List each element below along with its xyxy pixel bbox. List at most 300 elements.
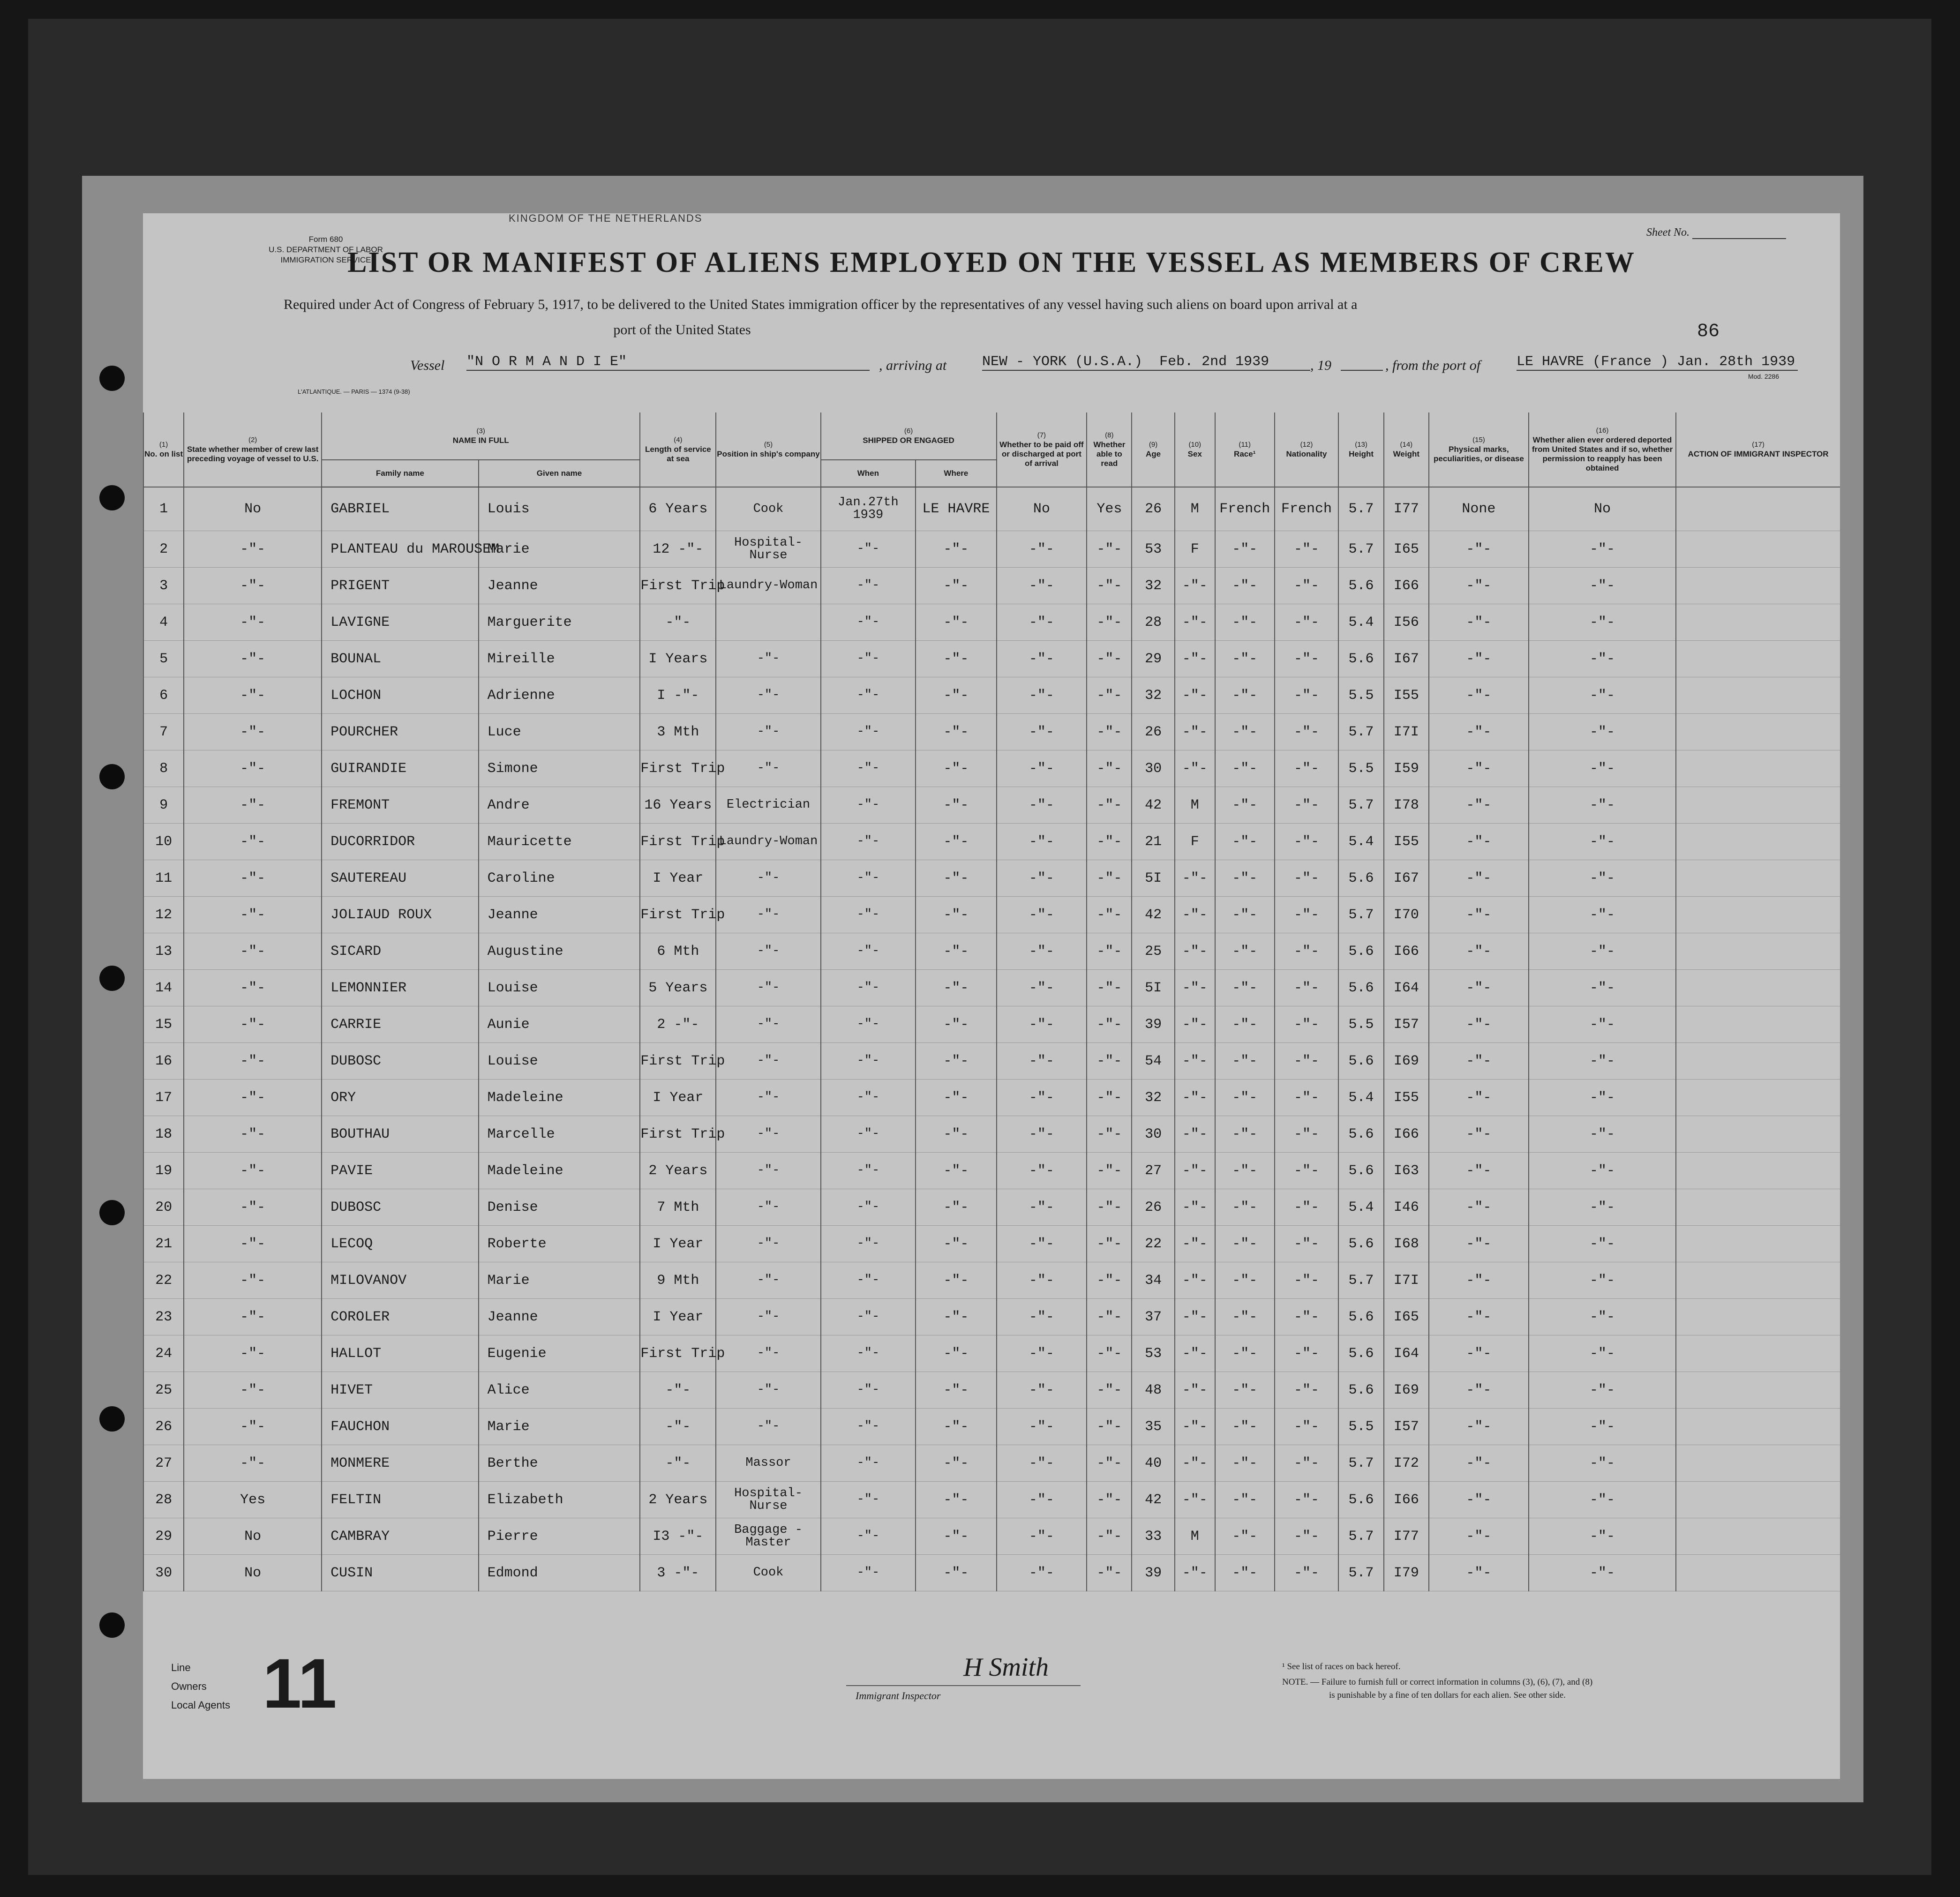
- cell-height: 5.6: [1338, 1116, 1383, 1153]
- cell-sex: F: [1175, 824, 1215, 860]
- cell-paid: -"-: [997, 1518, 1087, 1555]
- cell-nat: -"-: [1275, 1335, 1339, 1372]
- cell-deported: -"-: [1529, 531, 1676, 568]
- cell-race: -"-: [1215, 1299, 1275, 1335]
- cell-race: -"-: [1215, 1080, 1275, 1116]
- race-note: ¹ See list of races on back hereof.: [1282, 1662, 1401, 1672]
- cell-nat: -"-: [1275, 750, 1339, 787]
- cell-race: -"-: [1215, 824, 1275, 860]
- cell-read: -"-: [1087, 641, 1132, 677]
- cell-service: -"-: [640, 1445, 716, 1482]
- cell-prev: -"-: [184, 1189, 322, 1226]
- cell-service: 2 Years: [640, 1153, 716, 1189]
- cell-race: -"-: [1215, 568, 1275, 604]
- cell-race: -"-: [1215, 1445, 1275, 1482]
- cell-deported: -"-: [1529, 750, 1676, 787]
- cell-where: -"-: [916, 641, 996, 677]
- cell-race: -"-: [1215, 787, 1275, 824]
- cell-no: 11: [143, 860, 184, 897]
- cell-service: 3 -"-: [640, 1555, 716, 1591]
- table-row: [143, 1299, 1840, 1335]
- cell-height: 5.6: [1338, 970, 1383, 1006]
- inspector-signature: H Smith: [963, 1653, 1049, 1682]
- cell-no: 6: [143, 677, 184, 714]
- cell-paid: -"-: [997, 1335, 1087, 1372]
- cell-action: [1676, 1080, 1840, 1116]
- sheet-number: Sheet No.: [1646, 226, 1786, 239]
- cell-prev: -"-: [184, 1006, 322, 1043]
- table-row: [143, 714, 1840, 750]
- cell-age: 32: [1132, 677, 1174, 714]
- cell-action: [1676, 1335, 1840, 1372]
- cell-height: 5.6: [1338, 1372, 1383, 1409]
- cell-read: -"-: [1087, 1518, 1132, 1555]
- cell-weight: I66: [1384, 933, 1429, 970]
- cell-sex: -"-: [1175, 1372, 1215, 1409]
- table-row: [143, 824, 1840, 860]
- cell-action: [1676, 1226, 1840, 1262]
- table-row: [143, 1335, 1840, 1372]
- cell-weight: I78: [1384, 787, 1429, 824]
- cell-prev: -"-: [184, 714, 322, 750]
- cell-height: 5.6: [1338, 1482, 1383, 1518]
- cell-paid: -"-: [997, 1372, 1087, 1409]
- cell-when: -"-: [821, 1555, 916, 1591]
- cell-race: -"-: [1215, 1409, 1275, 1445]
- cell-family: SICARD: [322, 933, 479, 970]
- cell-no: 3: [143, 568, 184, 604]
- cell-where: -"-: [916, 677, 996, 714]
- cell-given: Elizabeth: [479, 1482, 640, 1518]
- cell-height: 5.6: [1338, 860, 1383, 897]
- local-agents-label: Local Agents: [171, 1699, 230, 1711]
- cell-no: 10: [143, 824, 184, 860]
- kingdom-stamp: KINGDOM OF THE NETHERLANDS: [509, 212, 703, 224]
- cell-nat: -"-: [1275, 1226, 1339, 1262]
- table-row: [143, 568, 1840, 604]
- cell-when: -"-: [821, 860, 916, 897]
- cell-weight: I55: [1384, 824, 1429, 860]
- cell-given: Mauricette: [479, 824, 640, 860]
- cell-family: CARRIE: [322, 1006, 479, 1043]
- cell-sex: -"-: [1175, 1116, 1215, 1153]
- cell-position: Cook: [716, 1555, 820, 1591]
- cell-given: Augustine: [479, 933, 640, 970]
- arrival-port-date: NEW - YORK (U.S.A.) Feb. 2nd 1939: [982, 354, 1310, 371]
- cell-service: I Year: [640, 1299, 716, 1335]
- cell-where: -"-: [916, 824, 996, 860]
- owners-label: Owners: [171, 1680, 207, 1692]
- cell-marks: -"-: [1429, 1445, 1529, 1482]
- cell-height: 5.7: [1338, 531, 1383, 568]
- table-row: [143, 1080, 1840, 1116]
- cell-weight: I66: [1384, 568, 1429, 604]
- cell-age: 29: [1132, 641, 1174, 677]
- cell-paid: -"-: [997, 1153, 1087, 1189]
- cell-nat: -"-: [1275, 787, 1339, 824]
- cell-prev: -"-: [184, 1299, 322, 1335]
- cell-height: 5.4: [1338, 604, 1383, 641]
- col-service-header: (4) Length of service at sea: [640, 412, 716, 487]
- cell-no: 24: [143, 1335, 184, 1372]
- col-sex-header: (10) Sex: [1175, 412, 1215, 487]
- cell-height: 5.6: [1338, 933, 1383, 970]
- cell-service: First Trip: [640, 897, 716, 933]
- cell-race: -"-: [1215, 1189, 1275, 1226]
- cell-when: -"-: [821, 1043, 916, 1080]
- cell-no: 21: [143, 1226, 184, 1262]
- cell-marks: -"-: [1429, 1299, 1529, 1335]
- cell-height: 5.4: [1338, 1080, 1383, 1116]
- cell-marks: -"-: [1429, 1116, 1529, 1153]
- cell-read: -"-: [1087, 1006, 1132, 1043]
- cell-where: -"-: [916, 1189, 996, 1226]
- cell-race: -"-: [1215, 1043, 1275, 1080]
- cell-deported: -"-: [1529, 641, 1676, 677]
- cell-given: Edmond: [479, 1555, 640, 1591]
- cell-prev: -"-: [184, 1153, 322, 1189]
- cell-paid: No: [997, 487, 1087, 531]
- cell-sex: -"-: [1175, 750, 1215, 787]
- cell-sex: -"-: [1175, 604, 1215, 641]
- cell-family: DUBOSC: [322, 1043, 479, 1080]
- cell-position: -"-: [716, 1262, 820, 1299]
- manifest-page: [143, 213, 1840, 1779]
- cell-sex: -"-: [1175, 1006, 1215, 1043]
- cell-where: -"-: [916, 750, 996, 787]
- cell-paid: -"-: [997, 750, 1087, 787]
- binder-hole: [99, 366, 125, 391]
- cell-prev: -"-: [184, 1043, 322, 1080]
- col-deported-header: (16) Whether alien ever ordered deported from United States and if so, whether permission to reapply has been obtained: [1529, 412, 1676, 487]
- cell-service: I Year: [640, 860, 716, 897]
- cell-prev: -"-: [184, 1262, 322, 1299]
- col-position-header: (5) Position in ship's company: [716, 412, 820, 487]
- cell-race: -"-: [1215, 1555, 1275, 1591]
- cell-nat: -"-: [1275, 970, 1339, 1006]
- cell-sex: -"-: [1175, 1153, 1215, 1189]
- cell-read: -"-: [1087, 1372, 1132, 1409]
- cell-paid: -"-: [997, 1043, 1087, 1080]
- cell-sex: F: [1175, 531, 1215, 568]
- cell-nat: -"-: [1275, 1043, 1339, 1080]
- cell-when: -"-: [821, 531, 916, 568]
- cell-action: [1676, 970, 1840, 1006]
- page-number: 86: [1697, 321, 1720, 342]
- cell-nat: -"-: [1275, 933, 1339, 970]
- cell-age: 33: [1132, 1518, 1174, 1555]
- cell-age: 42: [1132, 897, 1174, 933]
- cell-marks: -"-: [1429, 970, 1529, 1006]
- cell-weight: I7I: [1384, 714, 1429, 750]
- cell-read: -"-: [1087, 1482, 1132, 1518]
- table-row: [143, 1482, 1840, 1518]
- cell-paid: -"-: [997, 677, 1087, 714]
- table-row: [143, 1409, 1840, 1445]
- cell-given: Adrienne: [479, 677, 640, 714]
- cell-when: -"-: [821, 787, 916, 824]
- cell-given: Marie: [479, 531, 640, 568]
- cell-weight: I66: [1384, 1482, 1429, 1518]
- cell-position: -"-: [716, 933, 820, 970]
- service-name: IMMIGRATION SERVICE: [280, 255, 371, 264]
- cell-no: 23: [143, 1299, 184, 1335]
- document-title: LIST OR MANIFEST OF ALIENS EMPLOYED ON THE VESSEL AS MEMBERS OF CREW: [347, 247, 1636, 278]
- cell-given: Mireille: [479, 641, 640, 677]
- cell-age: 35: [1132, 1409, 1174, 1445]
- cell-age: 30: [1132, 1116, 1174, 1153]
- cell-service: 7 Mth: [640, 1189, 716, 1226]
- col-prev-voyage-header: (2) State whether member of crew last preceding voyage of vessel to U.S.: [184, 412, 322, 487]
- cell-weight: I67: [1384, 860, 1429, 897]
- cell-weight: I46: [1384, 1189, 1429, 1226]
- cell-given: Marguerite: [479, 604, 640, 641]
- cell-no: 14: [143, 970, 184, 1006]
- table-row: [143, 970, 1840, 1006]
- cell-when: -"-: [821, 750, 916, 787]
- cell-service: 16 Years: [640, 787, 716, 824]
- cell-action: [1676, 824, 1840, 860]
- cell-position: Baggage - Master: [716, 1518, 820, 1555]
- cell-paid: -"-: [997, 1445, 1087, 1482]
- cell-sex: -"-: [1175, 677, 1215, 714]
- cell-marks: -"-: [1429, 860, 1529, 897]
- cell-position: -"-: [716, 1372, 820, 1409]
- cell-when: -"-: [821, 933, 916, 970]
- cell-where: -"-: [916, 1006, 996, 1043]
- cell-where: -"-: [916, 604, 996, 641]
- cell-weight: I7I: [1384, 1262, 1429, 1299]
- cell-marks: -"-: [1429, 1189, 1529, 1226]
- cell-action: [1676, 860, 1840, 897]
- cell-no: 12: [143, 897, 184, 933]
- cell-nat: -"-: [1275, 531, 1339, 568]
- table-row: [143, 604, 1840, 641]
- cell-given: Andre: [479, 787, 640, 824]
- cell-family: CUSIN: [322, 1555, 479, 1591]
- cell-position: -"-: [716, 897, 820, 933]
- cell-service: First Trip: [640, 568, 716, 604]
- cell-read: -"-: [1087, 970, 1132, 1006]
- cell-action: [1676, 604, 1840, 641]
- cell-race: -"-: [1215, 1226, 1275, 1262]
- cell-deported: -"-: [1529, 1372, 1676, 1409]
- cell-position: -"-: [716, 714, 820, 750]
- cell-sex: M: [1175, 487, 1215, 531]
- cell-marks: -"-: [1429, 604, 1529, 641]
- cell-no: 16: [143, 1043, 184, 1080]
- cell-age: 26: [1132, 487, 1174, 531]
- cell-age: 32: [1132, 568, 1174, 604]
- binder-hole: [99, 1406, 125, 1432]
- cell-race: French: [1215, 487, 1275, 531]
- cell-family: POURCHER: [322, 714, 479, 750]
- cell-read: -"-: [1087, 1262, 1132, 1299]
- cell-deported: -"-: [1529, 1262, 1676, 1299]
- cell-given: Denise: [479, 1189, 640, 1226]
- cell-prev: -"-: [184, 1116, 322, 1153]
- col-age-header: (9) Age: [1132, 412, 1174, 487]
- cell-deported: -"-: [1529, 1226, 1676, 1262]
- cell-deported: -"-: [1529, 677, 1676, 714]
- cell-read: Yes: [1087, 487, 1132, 531]
- cell-age: 42: [1132, 787, 1174, 824]
- cell-read: -"-: [1087, 750, 1132, 787]
- cell-no: 2: [143, 531, 184, 568]
- cell-nat: -"-: [1275, 1116, 1339, 1153]
- table-row: [143, 1518, 1840, 1555]
- cell-paid: -"-: [997, 787, 1087, 824]
- cell-family: GABRIEL: [322, 487, 479, 531]
- cell-given: Eugenie: [479, 1335, 640, 1372]
- table-row: [143, 1189, 1840, 1226]
- table-row: [143, 897, 1840, 933]
- cell-paid: -"-: [997, 1189, 1087, 1226]
- cell-family: FREMONT: [322, 787, 479, 824]
- cell-marks: -"-: [1429, 1080, 1529, 1116]
- cell-race: -"-: [1215, 933, 1275, 970]
- cell-position: -"-: [716, 860, 820, 897]
- cell-given: Jeanne: [479, 568, 640, 604]
- cell-read: -"-: [1087, 1445, 1132, 1482]
- cell-where: -"-: [916, 1445, 996, 1482]
- cell-action: [1676, 1006, 1840, 1043]
- table-row: [143, 1116, 1840, 1153]
- cell-position: -"-: [716, 1080, 820, 1116]
- cell-service: First Trip: [640, 750, 716, 787]
- cell-action: [1676, 1262, 1840, 1299]
- cell-race: -"-: [1215, 714, 1275, 750]
- cell-race: -"-: [1215, 750, 1275, 787]
- cell-where: -"-: [916, 531, 996, 568]
- cell-given: Caroline: [479, 860, 640, 897]
- cell-given: Marie: [479, 1409, 640, 1445]
- cell-action: [1676, 1409, 1840, 1445]
- cell-family: LAVIGNE: [322, 604, 479, 641]
- cell-marks: -"-: [1429, 1006, 1529, 1043]
- cell-no: 27: [143, 1445, 184, 1482]
- cell-position: -"-: [716, 1335, 820, 1372]
- cell-paid: -"-: [997, 1006, 1087, 1043]
- cell-when: -"-: [821, 604, 916, 641]
- cell-no: 15: [143, 1006, 184, 1043]
- cell-family: MILOVANOV: [322, 1262, 479, 1299]
- fine-note: NOTE. — Failure to furnish full or correct information in columns (3), (6), (7), and (8) is punishable by a fine of ten dollars for each alien. See other side.: [1282, 1677, 1593, 1700]
- cell-service: I Year: [640, 1080, 716, 1116]
- col-height-header: (13) Height: [1338, 412, 1383, 487]
- cell-nat: -"-: [1275, 860, 1339, 897]
- table-row: [143, 1006, 1840, 1043]
- cell-position: [716, 604, 820, 641]
- form-number: Form 680: [308, 235, 343, 244]
- cell-where: -"-: [916, 1116, 996, 1153]
- cell-no: 1: [143, 487, 184, 531]
- cell-position: Hospital-Nurse: [716, 531, 820, 568]
- cell-deported: -"-: [1529, 568, 1676, 604]
- cell-service: 6 Mth: [640, 933, 716, 970]
- cell-position: -"-: [716, 1226, 820, 1262]
- cell-race: -"-: [1215, 531, 1275, 568]
- col-family-name-header: Family name: [322, 460, 479, 487]
- cell-paid: -"-: [997, 531, 1087, 568]
- cell-sex: -"-: [1175, 933, 1215, 970]
- cell-sex: -"-: [1175, 1080, 1215, 1116]
- cell-age: 37: [1132, 1299, 1174, 1335]
- cell-marks: -"-: [1429, 531, 1529, 568]
- crew-table: [143, 412, 1840, 1591]
- cell-paid: -"-: [997, 1409, 1087, 1445]
- cell-race: -"-: [1215, 970, 1275, 1006]
- cell-action: [1676, 750, 1840, 787]
- cell-where: -"-: [916, 1482, 996, 1518]
- cell-position: -"-: [716, 970, 820, 1006]
- cell-service: First Trip: [640, 1116, 716, 1153]
- cell-service: I Years: [640, 641, 716, 677]
- cell-service: -"-: [640, 604, 716, 641]
- cell-position: Cook: [716, 487, 820, 531]
- cell-deported: -"-: [1529, 1555, 1676, 1591]
- cell-read: -"-: [1087, 824, 1132, 860]
- cell-sex: -"-: [1175, 1262, 1215, 1299]
- cell-when: -"-: [821, 1006, 916, 1043]
- cell-height: 5.7: [1338, 897, 1383, 933]
- cell-race: -"-: [1215, 1116, 1275, 1153]
- cell-age: 25: [1132, 933, 1174, 970]
- cell-weight: I68: [1384, 1226, 1429, 1262]
- cell-nat: -"-: [1275, 714, 1339, 750]
- cell-deported: -"-: [1529, 860, 1676, 897]
- cell-no: 5: [143, 641, 184, 677]
- cell-marks: -"-: [1429, 714, 1529, 750]
- cell-nat: -"-: [1275, 1372, 1339, 1409]
- cell-sex: M: [1175, 1518, 1215, 1555]
- col-when-header: When: [821, 460, 916, 487]
- cell-paid: -"-: [997, 641, 1087, 677]
- line-number-stamp: 11: [263, 1644, 337, 1723]
- cell-given: Jeanne: [479, 897, 640, 933]
- cell-marks: -"-: [1429, 1262, 1529, 1299]
- cell-weight: I57: [1384, 1409, 1429, 1445]
- cell-age: 40: [1132, 1445, 1174, 1482]
- table-row: [143, 1372, 1840, 1409]
- cell-action: [1676, 531, 1840, 568]
- cell-deported: -"-: [1529, 1482, 1676, 1518]
- cell-when: Jan.27th 1939: [821, 487, 916, 531]
- cell-action: [1676, 1116, 1840, 1153]
- cell-race: -"-: [1215, 641, 1275, 677]
- col-given-name-header: Given name: [479, 460, 640, 487]
- cell-age: 54: [1132, 1043, 1174, 1080]
- cell-given: Berthe: [479, 1445, 640, 1482]
- cell-age: 26: [1132, 714, 1174, 750]
- cell-action: [1676, 933, 1840, 970]
- cell-height: 5.7: [1338, 1262, 1383, 1299]
- cell-race: -"-: [1215, 897, 1275, 933]
- cell-given: Pierre: [479, 1518, 640, 1555]
- cell-no: 20: [143, 1189, 184, 1226]
- cell-service: 12 -"-: [640, 531, 716, 568]
- cell-deported: -"-: [1529, 1518, 1676, 1555]
- cell-action: [1676, 677, 1840, 714]
- cell-action: [1676, 787, 1840, 824]
- cell-position: -"-: [716, 1006, 820, 1043]
- cell-action: [1676, 1189, 1840, 1226]
- cell-weight: I57: [1384, 1006, 1429, 1043]
- cell-deported: -"-: [1529, 1116, 1676, 1153]
- cell-service: I Year: [640, 1226, 716, 1262]
- table-row: [143, 641, 1840, 677]
- cell-height: 5.4: [1338, 824, 1383, 860]
